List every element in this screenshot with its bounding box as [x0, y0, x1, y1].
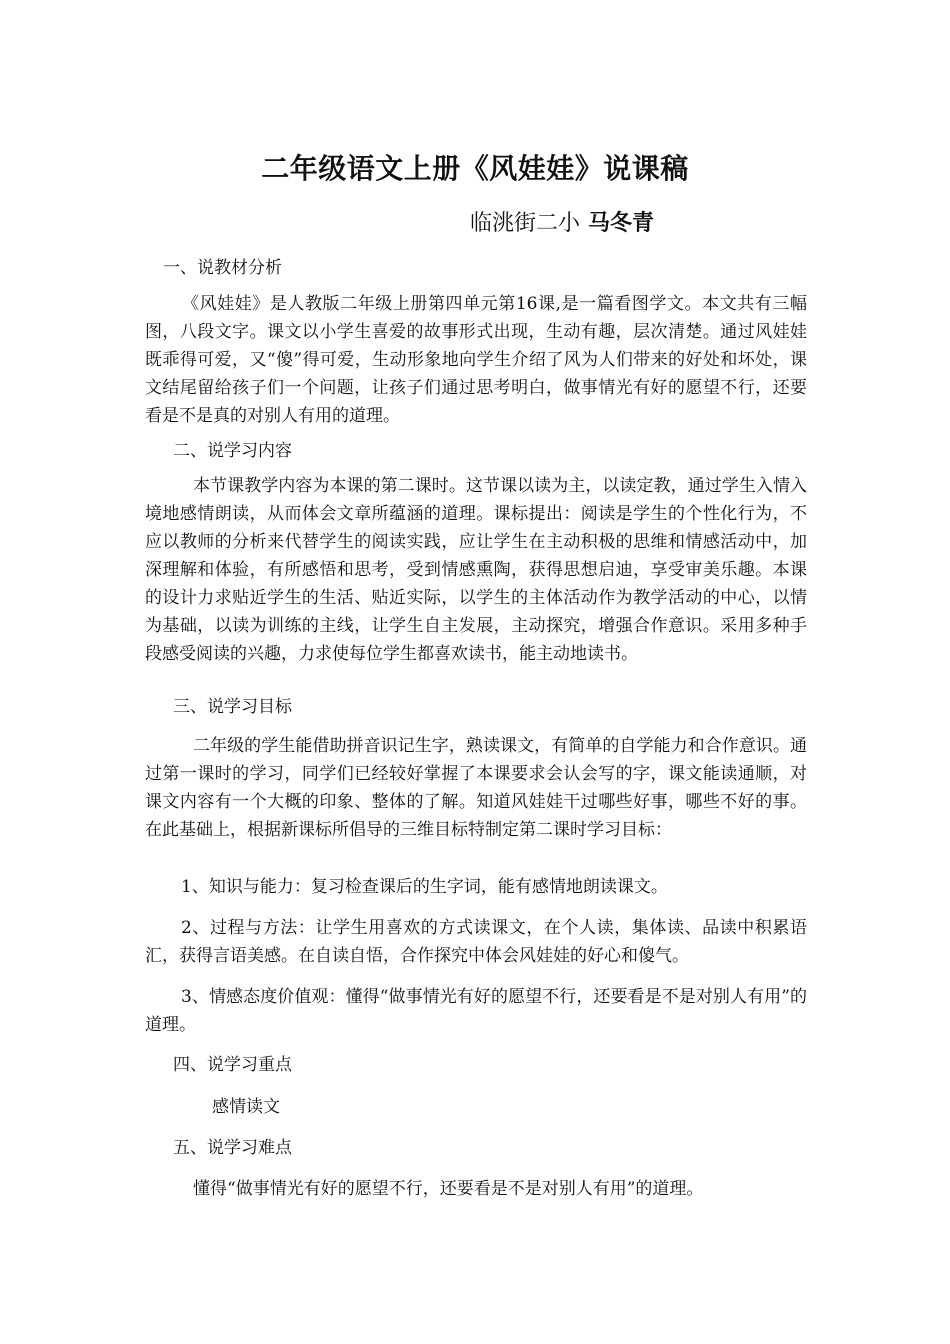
section-heading-learning-content: 二、说学习内容	[173, 441, 292, 461]
paragraph-textbook-analysis: 《风娃娃》是人教版二年级上册第四单元第16课,是一篇看图学文。本文共有三幅图，八段文字。课文以小学生喜爱的故事形式出现，生动有趣，层次清楚。通过风娃娃既乖得可爱，又“傻”得可爱，生动形象地向学生介绍了风为人们带来的好处和坏处，课文结尾留给孩子们一个问题，让孩子们通过思考明白，做事情光有好的愿望不行，还要看是不是真的对别人有用的道理。	[145, 294, 807, 426]
author-school: 临洮街二小	[470, 211, 581, 236]
paragraph-key-points: 感情读文	[212, 1097, 280, 1117]
author-line	[470, 206, 654, 237]
goal-item-process: 2、过程与方法：让学生用喜欢的方式读课文，在个人读，集体读、品读中积累语汇，获得言语美感。在自读自悟，合作探究中体会风娃娃的好心和傻气。	[145, 918, 807, 966]
section-heading-key-points: 四、说学习重点	[173, 1055, 292, 1075]
paragraph-difficulties: 懂得“做事情光有好的愿望不行，还要看是不是对别人有用”的道理。	[193, 1179, 704, 1199]
paragraph-learning-content: 本节课教学内容为本课的第二课时。这节课以读为主，以读定教，通过学生入情入境地感情朗读，从而体会文章所蕴涵的道理。课标提出：阅读是学生的个性化行为，不应以教师的分析来代替学生的阅读实践，应让学生在主动积极的思维和情感活动中，加深理解和体验，有所感悟和思考，受到情感熏陶，获得思想启迪，享受审美乐趣。本课的设计力求贴近学生的生活、贴近实际，以学生的主体活动作为教学活动的中心，以情为基础，以读为训练的主线，让学生自主发展，主动探究，增强合作意识。采用多种手段感受阅读的兴趣，力求使每位学生都喜欢读书，能主动地读书。	[145, 476, 807, 664]
section-heading-textbook-analysis: 一、说教材分析	[163, 258, 282, 278]
paragraph-learning-goals: 二年级的学生能借助拼音识记生字，熟读课文，有简单的自学能力和合作意识。通过第一课时的学习，同学们已经较好掌握了本课要求会认会写的字，课文能读通顺，对课文内容有一个大概的印象、整体的了解。知道风娃娃干过哪些好事，哪些不好的事。在此基础上，根据新课标所倡导的三维目标特制定第二课时学习目标：	[145, 736, 807, 840]
goal-item-emotion: 3、情感态度价值观：懂得“做事情光有好的愿望不行，还要看是不是对别人有用”的道理。	[145, 987, 807, 1035]
document-title: 二年级语文上册《风娃娃》说课稿	[261, 152, 689, 185]
section-heading-learning-goals: 三、说学习目标	[173, 697, 292, 717]
goal-item-knowledge: 1、知识与能力：复习检查课后的生字词，能有感情地朗读课文。	[181, 877, 668, 897]
author-name: 马冬青	[588, 210, 655, 236]
section-heading-difficulties: 五、说学习难点	[173, 1138, 292, 1158]
